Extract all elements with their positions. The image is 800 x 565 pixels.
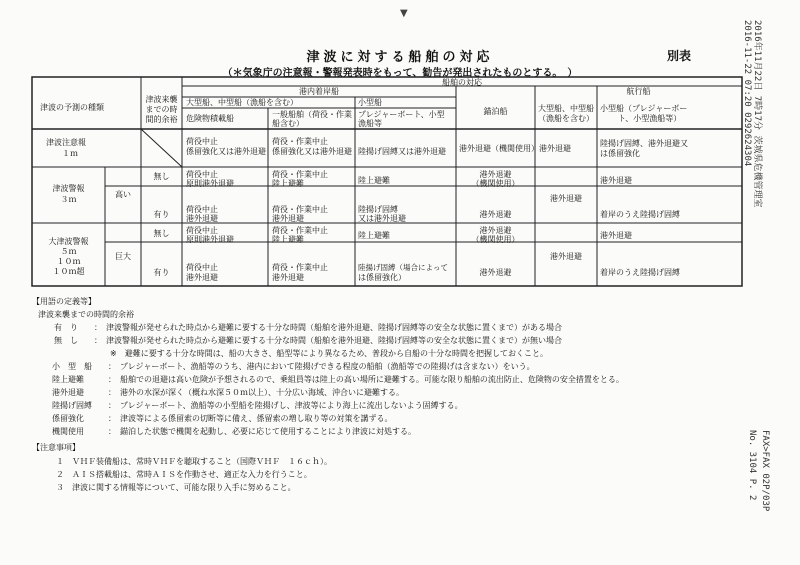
definitions-line: 小 型 船 ： プレジャーボート、漁船等のうち、港内において陸揚げできる程度の船舶（漁船等での陸揚げは含まない）をいう。 <box>52 362 535 371</box>
row-warning-l1: 津波警報 <box>52 184 85 193</box>
notes-item: ３ 津波に関する情報等について、可能な限り入手に努めること。 <box>48 483 296 492</box>
fax-header-left: 2016-11-22 07:20 0292624304 <box>742 20 752 167</box>
w-none-danger-l2: 原則港外退避 <box>186 179 234 188</box>
fax-header-right-2: No. 3104 P. 2 <box>747 430 757 501</box>
definitions-line: 機関使用 ： 錨泊した状態で機関を起動し、必要に応じて使用することにより津波に対処する。 <box>52 427 416 436</box>
definitions-line: 津波来襲までの時間的余裕 <box>38 310 134 319</box>
m-yes-danger-l2: 港外退避 <box>186 273 218 282</box>
w-none-anchored-l2: （機関使用） <box>471 179 520 188</box>
w-none-general-l2: 陸上避難 <box>272 179 304 188</box>
definitions-line: ※ 避難に要する十分な時間は、船の大きさ、船型等により異なるため、普段から自船の十分な時間を把握しておくこと。 <box>38 349 549 358</box>
w-none-general-l1: 荷役・作業中止 <box>272 170 328 179</box>
notes-heading: 【注意事項】 <box>32 443 80 452</box>
scan-mark: ▼ <box>400 8 408 19</box>
adv-general-l1: 荷役・作業中止 <box>272 137 328 146</box>
row-major-huge: 巨大 <box>115 252 131 261</box>
w-none-danger-l1: 荷役中止 <box>186 170 218 179</box>
header-sail-large-l1: 大型船、中型船 <box>538 104 594 113</box>
m-yes-small-l2: は係留強化） <box>358 273 406 282</box>
row-major-l4: １０ｍ超 <box>52 267 85 276</box>
row-warning-l2: ３ｍ <box>60 195 77 204</box>
m-yes-danger-l1: 荷役中止 <box>186 263 218 272</box>
w-sail-large: 港外退避 <box>550 194 582 203</box>
m-sail-large: 港外退避 <box>550 252 582 261</box>
w-yes-danger-l2: 港外退避 <box>186 214 218 223</box>
m-none-general-l2: 陸上避難 <box>272 235 304 244</box>
definitions-line: 有 り ： 津波警報が発せられた時点から避難に要する十分な時間（船舶を港外退避、陸揚げ固縛等の安全な状態に置くまで）がある場合 <box>38 323 562 332</box>
row-major-yes: 有り <box>153 268 170 277</box>
w-yes-anchored: 港外退避 <box>479 210 512 219</box>
header-sail-large-l2: （漁船を含む） <box>538 114 594 123</box>
adv-danger-l2: 係留強化又は港外退避 <box>186 147 266 156</box>
w-none-sail-small: 港外退避 <box>600 176 632 185</box>
m-none-anchored-l2: （機関使用） <box>471 235 520 244</box>
header-time-l3: 間的余裕 <box>145 115 178 124</box>
definitions-heading: 【用語の定義等】 <box>32 297 96 306</box>
row-major-l3: １０ｍ <box>56 257 81 266</box>
definitions-line: 無 し ： 津波警報が発せられた時点から避難に要する十分な時間（船舶を港外退避、陸揚げ固縛等の安全な状態に置くまで）が無い場合 <box>38 336 562 345</box>
header-anchored: 錨泊船 <box>483 107 508 116</box>
adv-sail-small-l2: は係留強化 <box>600 149 640 158</box>
header-large: 大型船、中型船（漁船を含む） <box>186 98 298 107</box>
header-forecast: 津波の予測の種類 <box>40 103 104 112</box>
w-yes-small-l2: 又は港外退避 <box>358 214 406 223</box>
header-time-l2: までの時 <box>145 105 178 114</box>
m-none-anchored-l1: 港外退避 <box>479 226 512 235</box>
page-title: 津波に対する船舶の対応 <box>306 50 494 65</box>
header-small: 小型船 <box>358 98 382 107</box>
adv-sail-small-l1: 陸揚げ固縛、港外退避又 <box>600 139 688 148</box>
subheader-danger: 危険物積載船 <box>186 114 234 123</box>
m-yes-small-l1: 陸揚げ固縛（場合によって <box>358 263 448 272</box>
header-sailing: 航行船 <box>626 87 651 96</box>
definitions-line: 陸揚げ固縛 ： プレジャーボート、漁船等の小型船を陸揚げし、津波等により海上に流出しないよう固縛する。 <box>52 401 463 410</box>
row-warning-high: 高い <box>115 190 131 199</box>
subheader-general-l1: 一般船舶（荷役・作業 <box>272 110 352 119</box>
row-advisory-l2: １ｍ <box>62 149 78 158</box>
w-none-small: 陸上避難 <box>358 176 390 185</box>
row-major-none: 無し <box>153 229 170 238</box>
definitions-line: 陸上避難 ： 船舶での退避は高い危険が予想されるので、乗組員等は陸上の高い場所に避難する。可能な限り船舶の流出防止、危険物の安全措置をとる。 <box>52 375 624 384</box>
fax-header-left-2: 2016年11月22日 7時17分 茨城県危機管理室 <box>752 20 762 208</box>
m-none-sail-small: 港外退避 <box>600 231 632 240</box>
page-subtitle: （＊気象庁の注意報・警報発表時をもって、勧告が発出されたものとする。 ） <box>222 68 578 79</box>
m-yes-general-l1: 荷役・作業中止 <box>272 263 328 272</box>
w-yes-general-l1: 荷役・作業中止 <box>272 205 328 214</box>
appendix-label: 別表 <box>667 49 692 63</box>
m-none-general-l1: 荷役・作業中止 <box>272 226 328 235</box>
m-yes-general-l2: 港外退避 <box>272 273 304 282</box>
m-none-danger-l2: 原則港外退避 <box>186 235 234 244</box>
row-warning-yes: 有り <box>153 210 170 219</box>
notes-item: １ ＶＨＦ装備船は、常時ＶＨＦを聴取すること（国際ＶＨＦ １６ｃｈ）。 <box>48 457 332 466</box>
definitions-line: 係留強化 ： 津波等による係留索の切断等に備え、係留索の増し取り等の対策を講ずる。 <box>52 414 393 423</box>
adv-danger-l1: 荷役中止 <box>186 137 218 146</box>
subheader-small-l1: プレジャーボート、小型 <box>358 110 445 119</box>
adv-small: 陸揚げ固縛又は港外退避 <box>358 147 446 156</box>
subheader-general-l2: 船含む） <box>272 119 304 128</box>
w-yes-sail-small: 着岸のうえ陸揚げ固縛 <box>600 210 680 219</box>
notes-item: ２ ＡＩＳ搭載船は、常時ＡＩＳを作動させ、適正な入力を行うこと。 <box>48 470 312 479</box>
row-warning-none: 無し <box>153 172 170 181</box>
header-sail-small-l2: ト、小型漁船等） <box>618 114 682 123</box>
fax-header-right: FAX>FAX 02P/03P <box>760 430 770 512</box>
w-yes-small-l1: 陸揚げ固縛 <box>358 205 398 214</box>
row-major-l1: 大津波警報 <box>48 237 89 246</box>
m-yes-anchored: 港外退避 <box>479 268 512 277</box>
m-none-small: 陸上避難 <box>358 231 390 240</box>
definitions-line: 港外退避 ： 港外の水深が深く（概ね水深５０ｍ以上）、十分広い海域、沖合いに避難する。 <box>52 388 404 397</box>
row-advisory-l1: 津波注意報 <box>46 138 86 147</box>
row-major-l2: ５ｍ <box>60 247 77 256</box>
header-time-l1: 津波来襲 <box>145 95 178 104</box>
adv-general-l2: 係留強化又は港外退避 <box>272 147 352 156</box>
w-yes-danger-l1: 荷役中止 <box>186 205 218 214</box>
m-none-danger-l1: 荷役中止 <box>186 226 218 235</box>
header-vessel-response: 船舶の対応 <box>442 78 482 87</box>
adv-sail-large: 港外退避 <box>539 144 571 153</box>
w-none-anchored-l1: 港外退避 <box>479 170 512 179</box>
m-yes-sail-small: 着岸のうえ陸揚げ固縛 <box>600 268 680 277</box>
subheader-small-l2: 漁船等 <box>358 119 382 128</box>
w-yes-general-l2: 港外退避 <box>272 214 304 223</box>
header-coastal: 港内着岸船 <box>299 87 339 96</box>
adv-anchored: 港外退避（機関使用） <box>459 144 539 153</box>
header-sail-small-l1: 小型船（プレジャーボー <box>600 104 688 113</box>
